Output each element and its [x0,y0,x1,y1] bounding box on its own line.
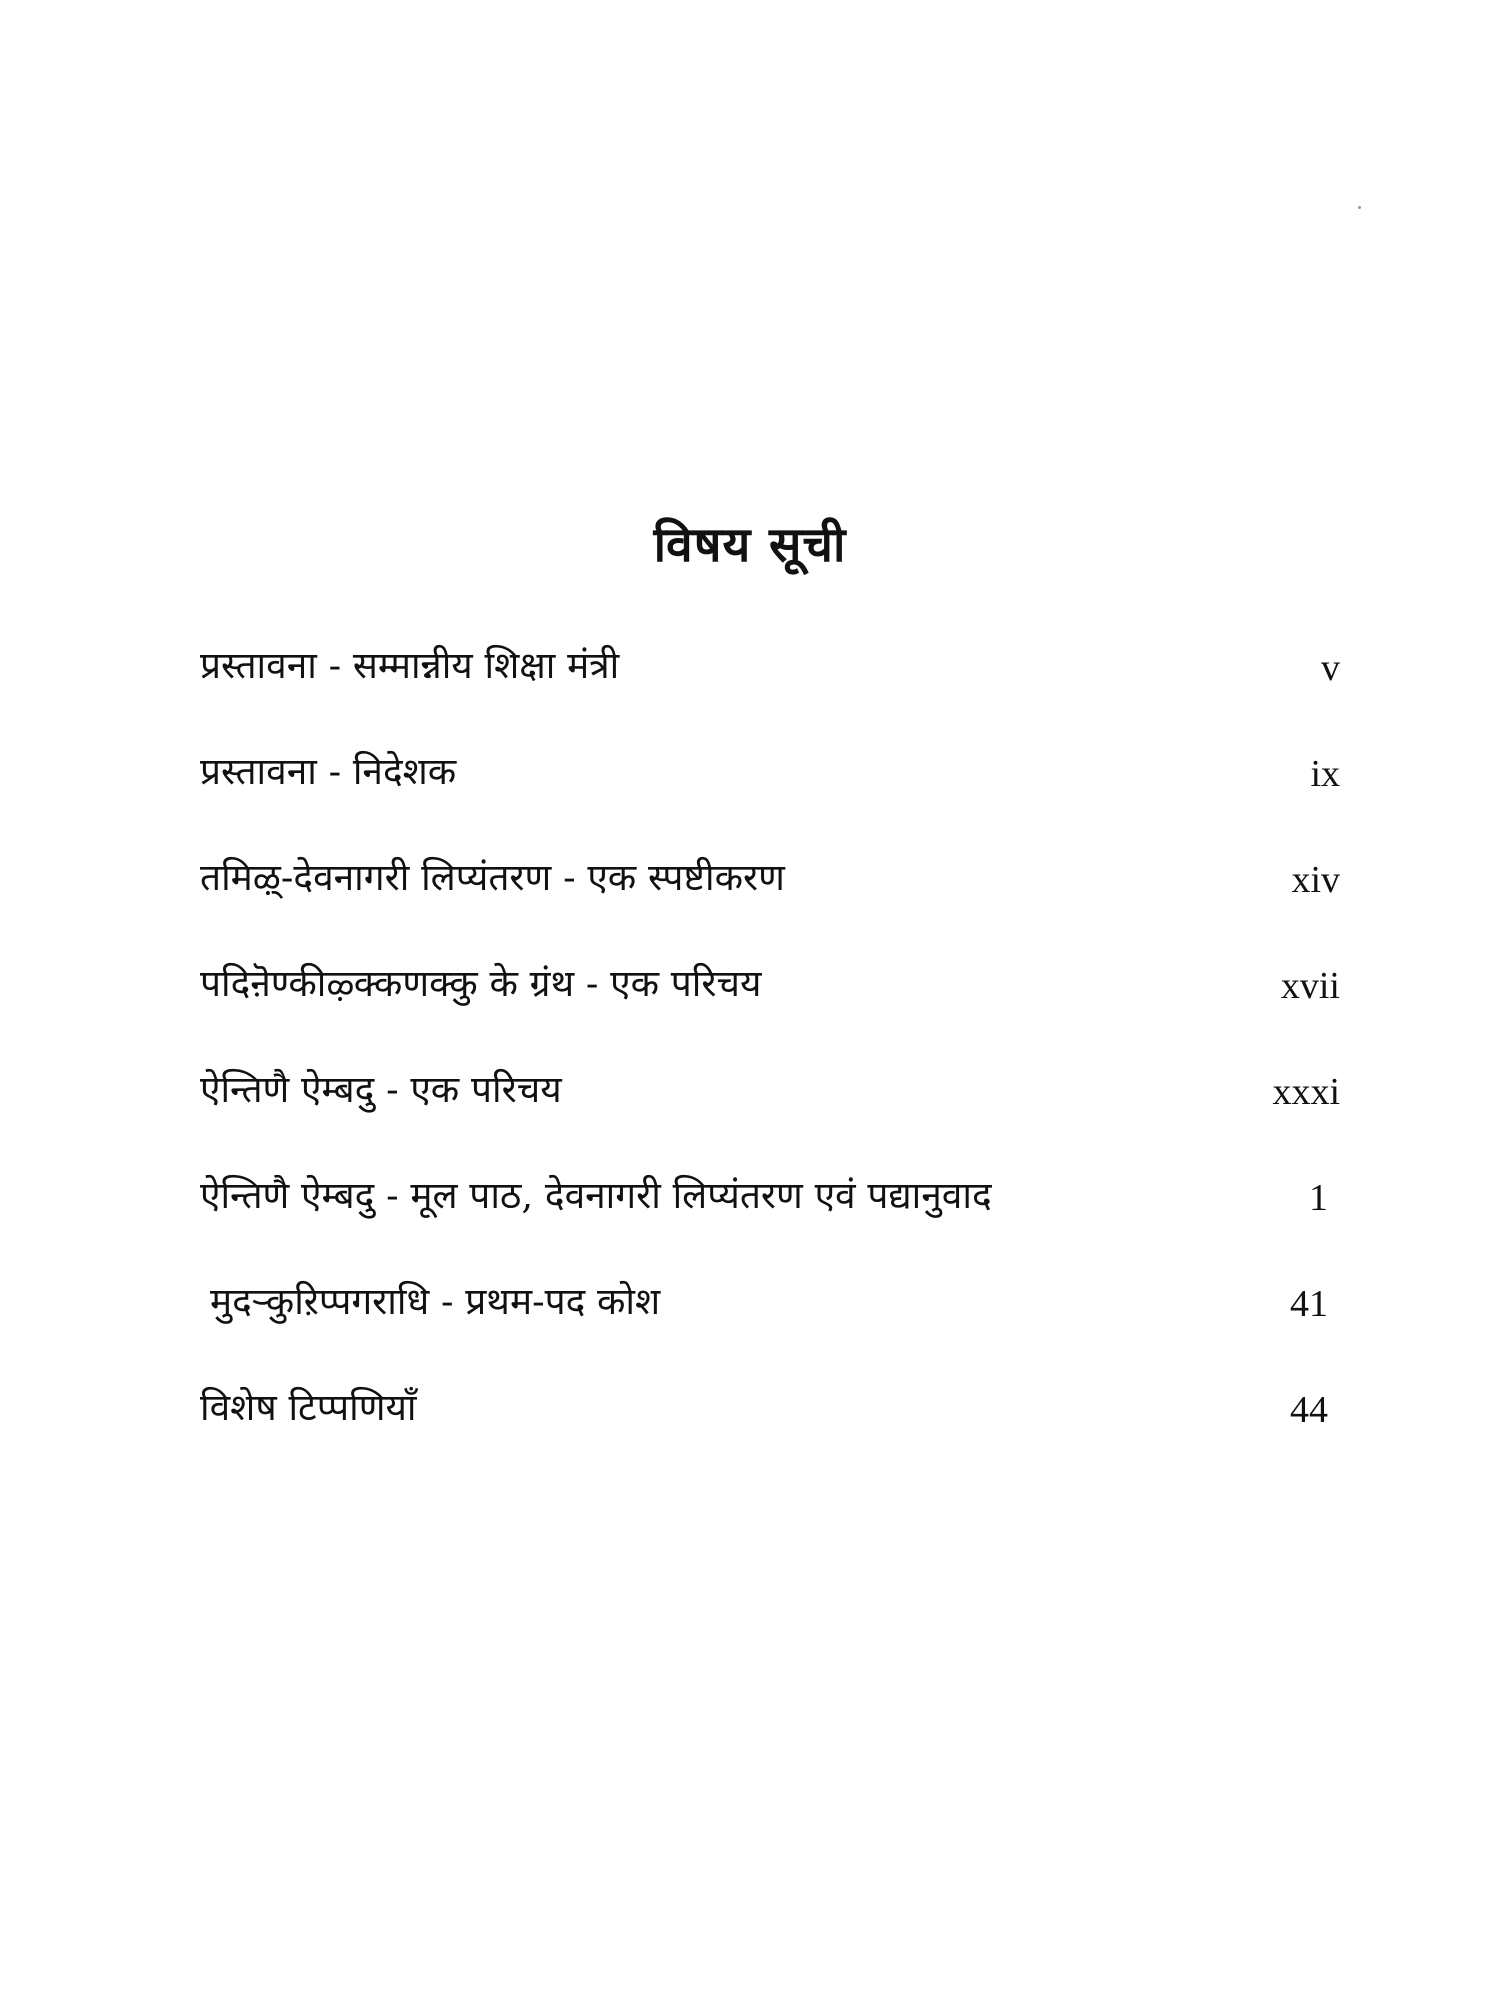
toc-entry-preface-minister [200,630,1340,736]
toc-entry-label: प्रस्तावना - सम्मान्नीय शिक्षा मंत्री [200,644,620,687]
toc-entry-page: xvii [1280,965,1340,1007]
toc-entry-label: प्रस्तावना - निदेशक [200,750,457,793]
toc-entry-page: xxxi [1272,1071,1340,1113]
toc-entry-label: ऐन्तिणै ऐम्बदु - मूल पाठ, देवनागरी लिप्यंतरण एवं पद्यानुवाद [200,1174,992,1217]
toc-entry-label: ऐन्तिणै ऐम्बदु - एक परिचय [200,1068,562,1111]
toc-entry-label: पदिऩॆण्कीऴ्क्कणक्कु के ग्रंथ - एक परिचय [200,962,762,1005]
toc-entry-page: v [1321,647,1340,689]
toc-entry-page: ix [1310,753,1340,795]
toc-entry-aintinai-intro [200,1054,1340,1160]
toc-entry-page: 1 [1309,1177,1328,1219]
table-of-contents [200,630,1340,1478]
toc-entry-special-notes [200,1372,1340,1478]
toc-entry-page: 44 [1290,1389,1328,1431]
toc-entry-page: xiv [1291,859,1340,901]
page-title: विषय सूची [653,517,847,574]
toc-entry-label: तमिऴ्-देवनागरी लिप्यंतरण - एक स्पष्टीकरण [200,856,785,899]
scan-speck [1358,206,1361,209]
toc-entry-aintinai-text [200,1160,1340,1266]
toc-entry-label: मुदऱ्कुऱिप्पगराधि - प्रथम-पद कोश [210,1280,661,1323]
toc-entry-transliteration-note [200,842,1340,948]
toc-entry-page: 41 [1290,1283,1328,1325]
toc-entry-books-intro [200,948,1340,1054]
toc-entry-label: विशेष टिप्पणियाँ [200,1386,417,1429]
toc-entry-first-line-index [200,1266,1340,1372]
toc-entry-preface-director [200,736,1340,842]
